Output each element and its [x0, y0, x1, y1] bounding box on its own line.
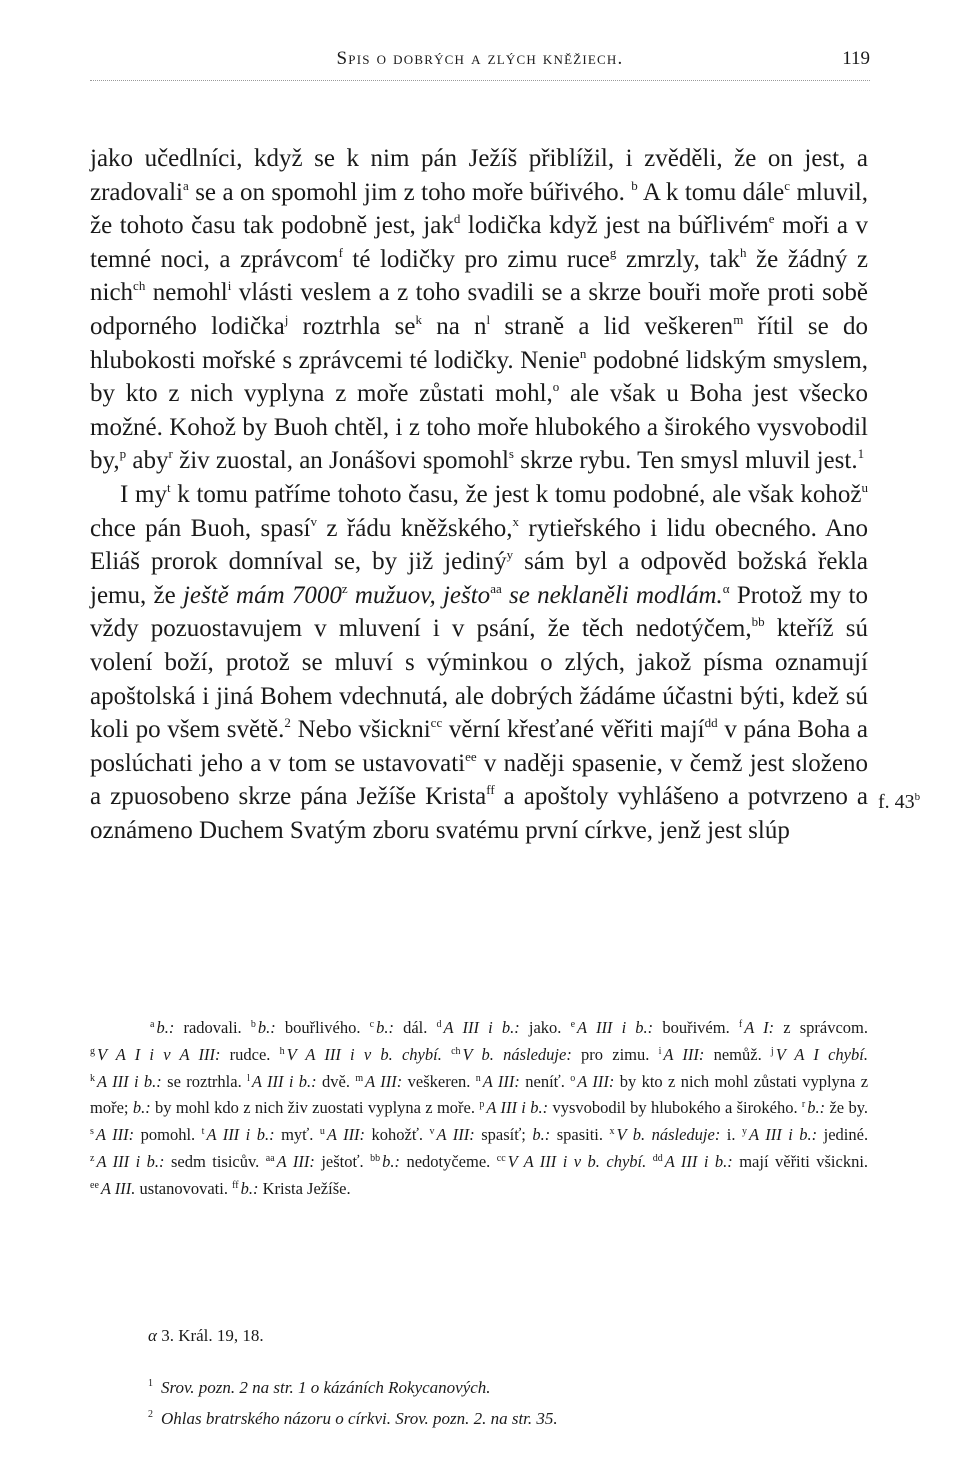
italic-text: V A I chybí. [775, 1044, 868, 1064]
note-marker: dd [704, 715, 718, 731]
body-paragraph [90, 142, 868, 478]
text-run: jako učedlníci, když se k nim pán Ježíš přiblížil, i zvěděli, že on jest, a zradovali [90, 145, 868, 206]
apparatus-entry [451, 1045, 649, 1064]
apparatus-entry [437, 1018, 562, 1037]
text-run: že žádný z nich [90, 245, 868, 307]
text-run: řítil se do hlubokosti mořské s zprávcemi té lodičky. Nenie [90, 312, 868, 374]
folio-sup: b [914, 791, 921, 803]
text-run: a apoštoly vyhlášeno a potvrzeno a oznámeno Duchem Svatým zboru svatému první církve, jenž jest slúp [90, 783, 868, 844]
note-marker: s [508, 446, 514, 462]
text-run: veškeren. [402, 1071, 471, 1091]
apparatus-marker: bb [370, 1152, 381, 1164]
text-run: i. [720, 1125, 736, 1145]
text-run: že by. [825, 1098, 869, 1118]
italic-text: V A I i v A III: [97, 1044, 221, 1064]
italic-text: b.: [128, 1098, 151, 1118]
italic-text: A III: [95, 1125, 135, 1145]
note-marker: z [341, 580, 348, 596]
note-marker: d [453, 211, 461, 227]
apparatus-entry [370, 1018, 428, 1037]
text-run: aby [126, 447, 169, 475]
apparatus-marker: o [570, 1072, 576, 1084]
text-run: by kto z nich mohl zůstati vyplyna z moře; [90, 1071, 869, 1118]
italic-text: ještě mám 7000 [182, 581, 342, 609]
text-run: zmrzly, tak [616, 245, 740, 273]
text-run: nemůž. [704, 1044, 762, 1064]
critical-apparatus [90, 1015, 868, 1203]
italic-text: A III: [276, 1151, 315, 1171]
text-run: z řádu kněžského, [317, 514, 513, 542]
note-marker: x [512, 513, 519, 529]
note-marker: m [733, 311, 744, 327]
footnote-text: Ohlas bratrského názoru o církvi. Srov. pozn. 2. na str. 35. [161, 1409, 558, 1428]
italic-text: A III: [577, 1071, 615, 1091]
text-run: sedm tisicův. [164, 1151, 260, 1171]
italic-text: A III i b.: [664, 1151, 733, 1171]
text-run: straně a lid veškeren [490, 312, 734, 340]
apparatus-marker: k [90, 1072, 95, 1084]
text-run: ale však u Boha jest všecko možné. Kohož by Buoh chtěl, i z toho moře hlubokého a širokého vysvobodil by, [90, 380, 868, 475]
text-run: podobné lidským smyslem, by kto z nich vyplyna z moře zůstati mohl, [90, 346, 868, 408]
italic-text: A III: [436, 1125, 475, 1145]
source-ref: 3. Král. 19, 18. [161, 1326, 264, 1345]
text-run: mají věřiti všickni. [732, 1151, 869, 1171]
italic-text: A III i b.: [96, 1151, 165, 1171]
note-marker: r [168, 446, 173, 462]
apparatus-marker: m [355, 1072, 364, 1084]
apparatus-entry [370, 1152, 490, 1171]
apparatus-entry [247, 1072, 350, 1091]
italic-text: A III: [482, 1071, 520, 1091]
italic-text: b.: [240, 1178, 259, 1198]
note-marker: g [609, 244, 617, 260]
text-run: věrní křesťané věřiti mají [442, 716, 705, 744]
note-marker: ee [465, 748, 477, 764]
text-run: v pána Boha a poslúchati jeho a v tom se ustavovati [90, 716, 868, 777]
apparatus-entry [355, 1072, 470, 1091]
apparatus-marker: ch [451, 1045, 461, 1057]
note-marker: v [310, 513, 318, 529]
apparatus-marker: b [250, 1019, 256, 1030]
apparatus-entry [653, 1152, 868, 1171]
italic-text: V b. následuje: [616, 1125, 721, 1145]
apparatus-entry [430, 1125, 603, 1144]
text-run: sám byl a odpověd božská řekla jemu, že [90, 548, 869, 609]
text-run: nedotyčeme. [400, 1151, 491, 1171]
apparatus-marker: s [90, 1126, 94, 1138]
apparatus-entry [739, 1018, 868, 1037]
note-marker: bb [751, 614, 765, 630]
apparatus-marker: n [475, 1072, 481, 1084]
text-run: v naději spasenie, v čemž jest složeno a zpuosobeno skrze pána Ježíše Krista [90, 749, 868, 811]
italic-text: b.: [382, 1151, 400, 1171]
apparatus-entry [771, 1045, 868, 1064]
apparatus-marker: g [90, 1045, 95, 1057]
note-marker: j [284, 311, 289, 327]
apparatus-marker: a [150, 1019, 155, 1030]
apparatus-entry [609, 1125, 735, 1144]
apparatus-entry [202, 1125, 314, 1144]
apparatus-marker: cc [496, 1152, 506, 1164]
italic-text: A III: [326, 1125, 366, 1145]
apparatus-marker: v [429, 1126, 435, 1138]
note-marker: n [579, 345, 587, 361]
apparatus-entry [90, 1179, 228, 1198]
apparatus-entry [742, 1125, 868, 1144]
text-run: ještoť. [314, 1151, 364, 1171]
apparatus-marker: r [801, 1099, 806, 1111]
apparatus-marker: dd [652, 1152, 663, 1164]
text-run: Nebo všickni [290, 716, 431, 744]
italic-text: A III i b.: [486, 1098, 549, 1118]
note-marker: e [768, 211, 775, 227]
apparatus-entry [476, 1072, 565, 1091]
folio-margin-note [878, 791, 920, 814]
apparatus-entry [90, 1152, 259, 1171]
text-run: A k tomu dále [637, 178, 785, 206]
italic-text: A III i b.: [443, 1018, 520, 1037]
text-run: vysvobodil by hlubokého a širokého. [548, 1098, 798, 1118]
text-run: spasiti. [550, 1125, 603, 1145]
note-marker: 1 [857, 446, 865, 462]
text-run: ustanovovati. [135, 1178, 228, 1198]
text-run: mluvil, že tohoto času tak podobně jest, jak [90, 178, 868, 240]
italic-text: A III i b.: [97, 1071, 162, 1091]
source-marker: α [148, 1326, 157, 1345]
text-run: Krista Ježíše. [258, 1178, 351, 1198]
italic-text: b.: [376, 1018, 394, 1037]
text-run: skrze rybu. Ten smysl mluvil jest. [513, 447, 858, 475]
note-marker: c [784, 177, 791, 193]
italic-text: A III: [365, 1071, 403, 1091]
apparatus-marker: z [90, 1152, 95, 1164]
body-paragraph [90, 478, 868, 848]
text-run: k tomu patříme tohoto času, že jest k tomu podobné, ale však kohož [170, 480, 862, 508]
italic-text: A III. [100, 1178, 136, 1198]
italic-text: mužuov, ješto [347, 581, 491, 609]
running-head [90, 48, 870, 82]
footnotes [148, 1372, 848, 1434]
text-run: bouřlivého. [275, 1018, 361, 1037]
apparatus-marker: t [201, 1126, 205, 1138]
note-marker: b [631, 177, 638, 193]
apparatus-marker: d [436, 1019, 442, 1030]
text-run: myť. [274, 1125, 314, 1145]
text-run: I my [120, 480, 167, 508]
apparatus-entry [802, 1098, 868, 1117]
text-run: dvě. [316, 1071, 350, 1091]
text-run: pomohl. [134, 1125, 196, 1145]
apparatus-entry [266, 1152, 364, 1171]
header-rule [90, 80, 870, 81]
running-title: Spis o dobrých a zlých kněžiech. [336, 48, 624, 69]
italic-text: A III i b.: [749, 1125, 818, 1145]
text-run: kteříž sú volení boží, protož se mluví s výminkou o zlých, jakož písma oznamují apoštolská i jiná Bohem vdechnutá, ale dobrých žádáme účastni býti, kdež sú koli po všem světě. [90, 615, 868, 744]
note-marker: k [415, 311, 422, 327]
text-run: na n [421, 312, 487, 340]
italic-text: A III i b.: [577, 1018, 654, 1037]
text-run: lodička když jest na búřlivém [460, 212, 769, 240]
main-text [90, 142, 868, 847]
text-run: jako. [519, 1018, 562, 1037]
apparatus-marker: e [570, 1019, 576, 1030]
text-run: z správcom. [774, 1018, 869, 1037]
italic-text: b.: [156, 1018, 175, 1037]
apparatus-marker: u [319, 1126, 325, 1138]
note-marker: a [183, 177, 189, 193]
apparatus-marker: j [770, 1045, 774, 1057]
apparatus-entry [479, 1098, 797, 1117]
text-run: jediné. [817, 1125, 869, 1145]
apparatus-entry [659, 1045, 762, 1064]
footnote-text: Srov. pozn. 2 na str. 1 o kázáních Rokycanových. [161, 1378, 491, 1397]
text-run: chce pán Buoh, spasí [90, 514, 311, 542]
text-run: kohožť. [365, 1125, 424, 1145]
note-marker: ch [133, 278, 146, 294]
note-marker: h [739, 244, 747, 260]
note-marker: o [552, 379, 560, 395]
text-run: spasíť; [474, 1125, 526, 1145]
apparatus-entry [90, 1125, 195, 1144]
text-run: moři a v temné noci, a zprávcom [90, 212, 868, 273]
apparatus-marker: h [279, 1045, 285, 1057]
italic-text: se neklaněli modlám. [501, 581, 723, 609]
apparatus-marker: aa [265, 1152, 275, 1164]
text-run: vlásti veslem a z toho svadili se a skrze bouři moře proti sobě odporného lodička [90, 279, 868, 340]
italic-text: V A III i v b. chybí. [286, 1044, 442, 1064]
text-run: pro zimu. [571, 1044, 650, 1064]
italic-text: b.: [257, 1018, 276, 1037]
note-marker: cc [430, 715, 443, 731]
apparatus-marker: i [658, 1045, 662, 1057]
text-run: radovali. [174, 1018, 242, 1037]
page-number: 119 [842, 48, 870, 69]
apparatus-marker: ff [232, 1179, 239, 1191]
footnote-number: 2 [148, 1409, 153, 1420]
text-run: Protož my to vždy pozuostavujem v mluvení i v psání, že těch nedotýčem, [90, 581, 869, 643]
italic-text: b.: [807, 1098, 826, 1118]
apparatus-marker: y [742, 1126, 747, 1138]
note-marker: i [227, 278, 232, 294]
text-run: nemohl [145, 279, 228, 307]
note-marker: l [486, 311, 491, 327]
apparatus-marker: l [247, 1072, 250, 1084]
note-marker: ff [486, 782, 495, 798]
note-marker: p [119, 446, 127, 462]
apparatus-entry [150, 1018, 242, 1037]
text-run: té lodičky pro zimu ruce [342, 245, 610, 273]
apparatus-entry [571, 1018, 730, 1037]
apparatus-block [90, 1015, 868, 1203]
footnote [148, 1372, 848, 1403]
apparatus-marker: p [479, 1099, 485, 1111]
note-marker: t [166, 479, 171, 495]
text-run: rytieřského i lidu obecného. Ano Eliáš prorok domníval se, by již jediný [90, 514, 869, 576]
text-run: živ zuostal, an Jonášovi spomohl [172, 447, 509, 475]
italic-text: A III: [663, 1044, 705, 1064]
text-run: roztrhla se [288, 312, 416, 340]
text-run: dál. [393, 1018, 428, 1037]
source-note [148, 1326, 264, 1346]
folio-text: f. 43 [878, 791, 915, 813]
note-marker: f [338, 244, 343, 260]
apparatus-marker: f [738, 1019, 743, 1030]
text-run: rudce. [220, 1044, 271, 1064]
apparatus-marker: x [609, 1126, 615, 1138]
text-run: by mohl kdo z nich živ zuostati vyplyna z moře. [150, 1098, 476, 1118]
apparatus-entry [251, 1018, 361, 1037]
note-marker: u [861, 479, 868, 495]
italic-text: b.: [525, 1125, 551, 1145]
note-marker: aa [490, 580, 502, 596]
apparatus-entry [232, 1179, 350, 1198]
italic-text: V b. následuje: [462, 1044, 572, 1064]
note-marker: 2 [284, 715, 291, 731]
apparatus-entry [280, 1045, 442, 1064]
footnote [148, 1403, 848, 1434]
italic-text: A I: [744, 1018, 775, 1037]
apparatus-entry [497, 1152, 646, 1171]
footnote-number: 1 [148, 1378, 153, 1389]
italic-text: A III i b.: [251, 1071, 317, 1091]
text-run: neníť. [519, 1071, 565, 1091]
apparatus-marker: ee [90, 1179, 99, 1191]
apparatus-entry [90, 1045, 270, 1064]
italic-text: A III i b.: [206, 1125, 275, 1145]
note-marker: y [506, 547, 514, 563]
text-run: bouřivém. [653, 1018, 730, 1037]
text-run: se a on spomohl jim z toho moře búřivého. [188, 178, 632, 206]
apparatus-entry [320, 1125, 423, 1144]
note-marker: α [722, 580, 730, 596]
italic-text: V A III i v b. chybí. [507, 1151, 647, 1171]
apparatus-entry [90, 1072, 242, 1091]
apparatus-marker: c [369, 1019, 375, 1030]
text-run: se roztrhla. [161, 1071, 242, 1091]
